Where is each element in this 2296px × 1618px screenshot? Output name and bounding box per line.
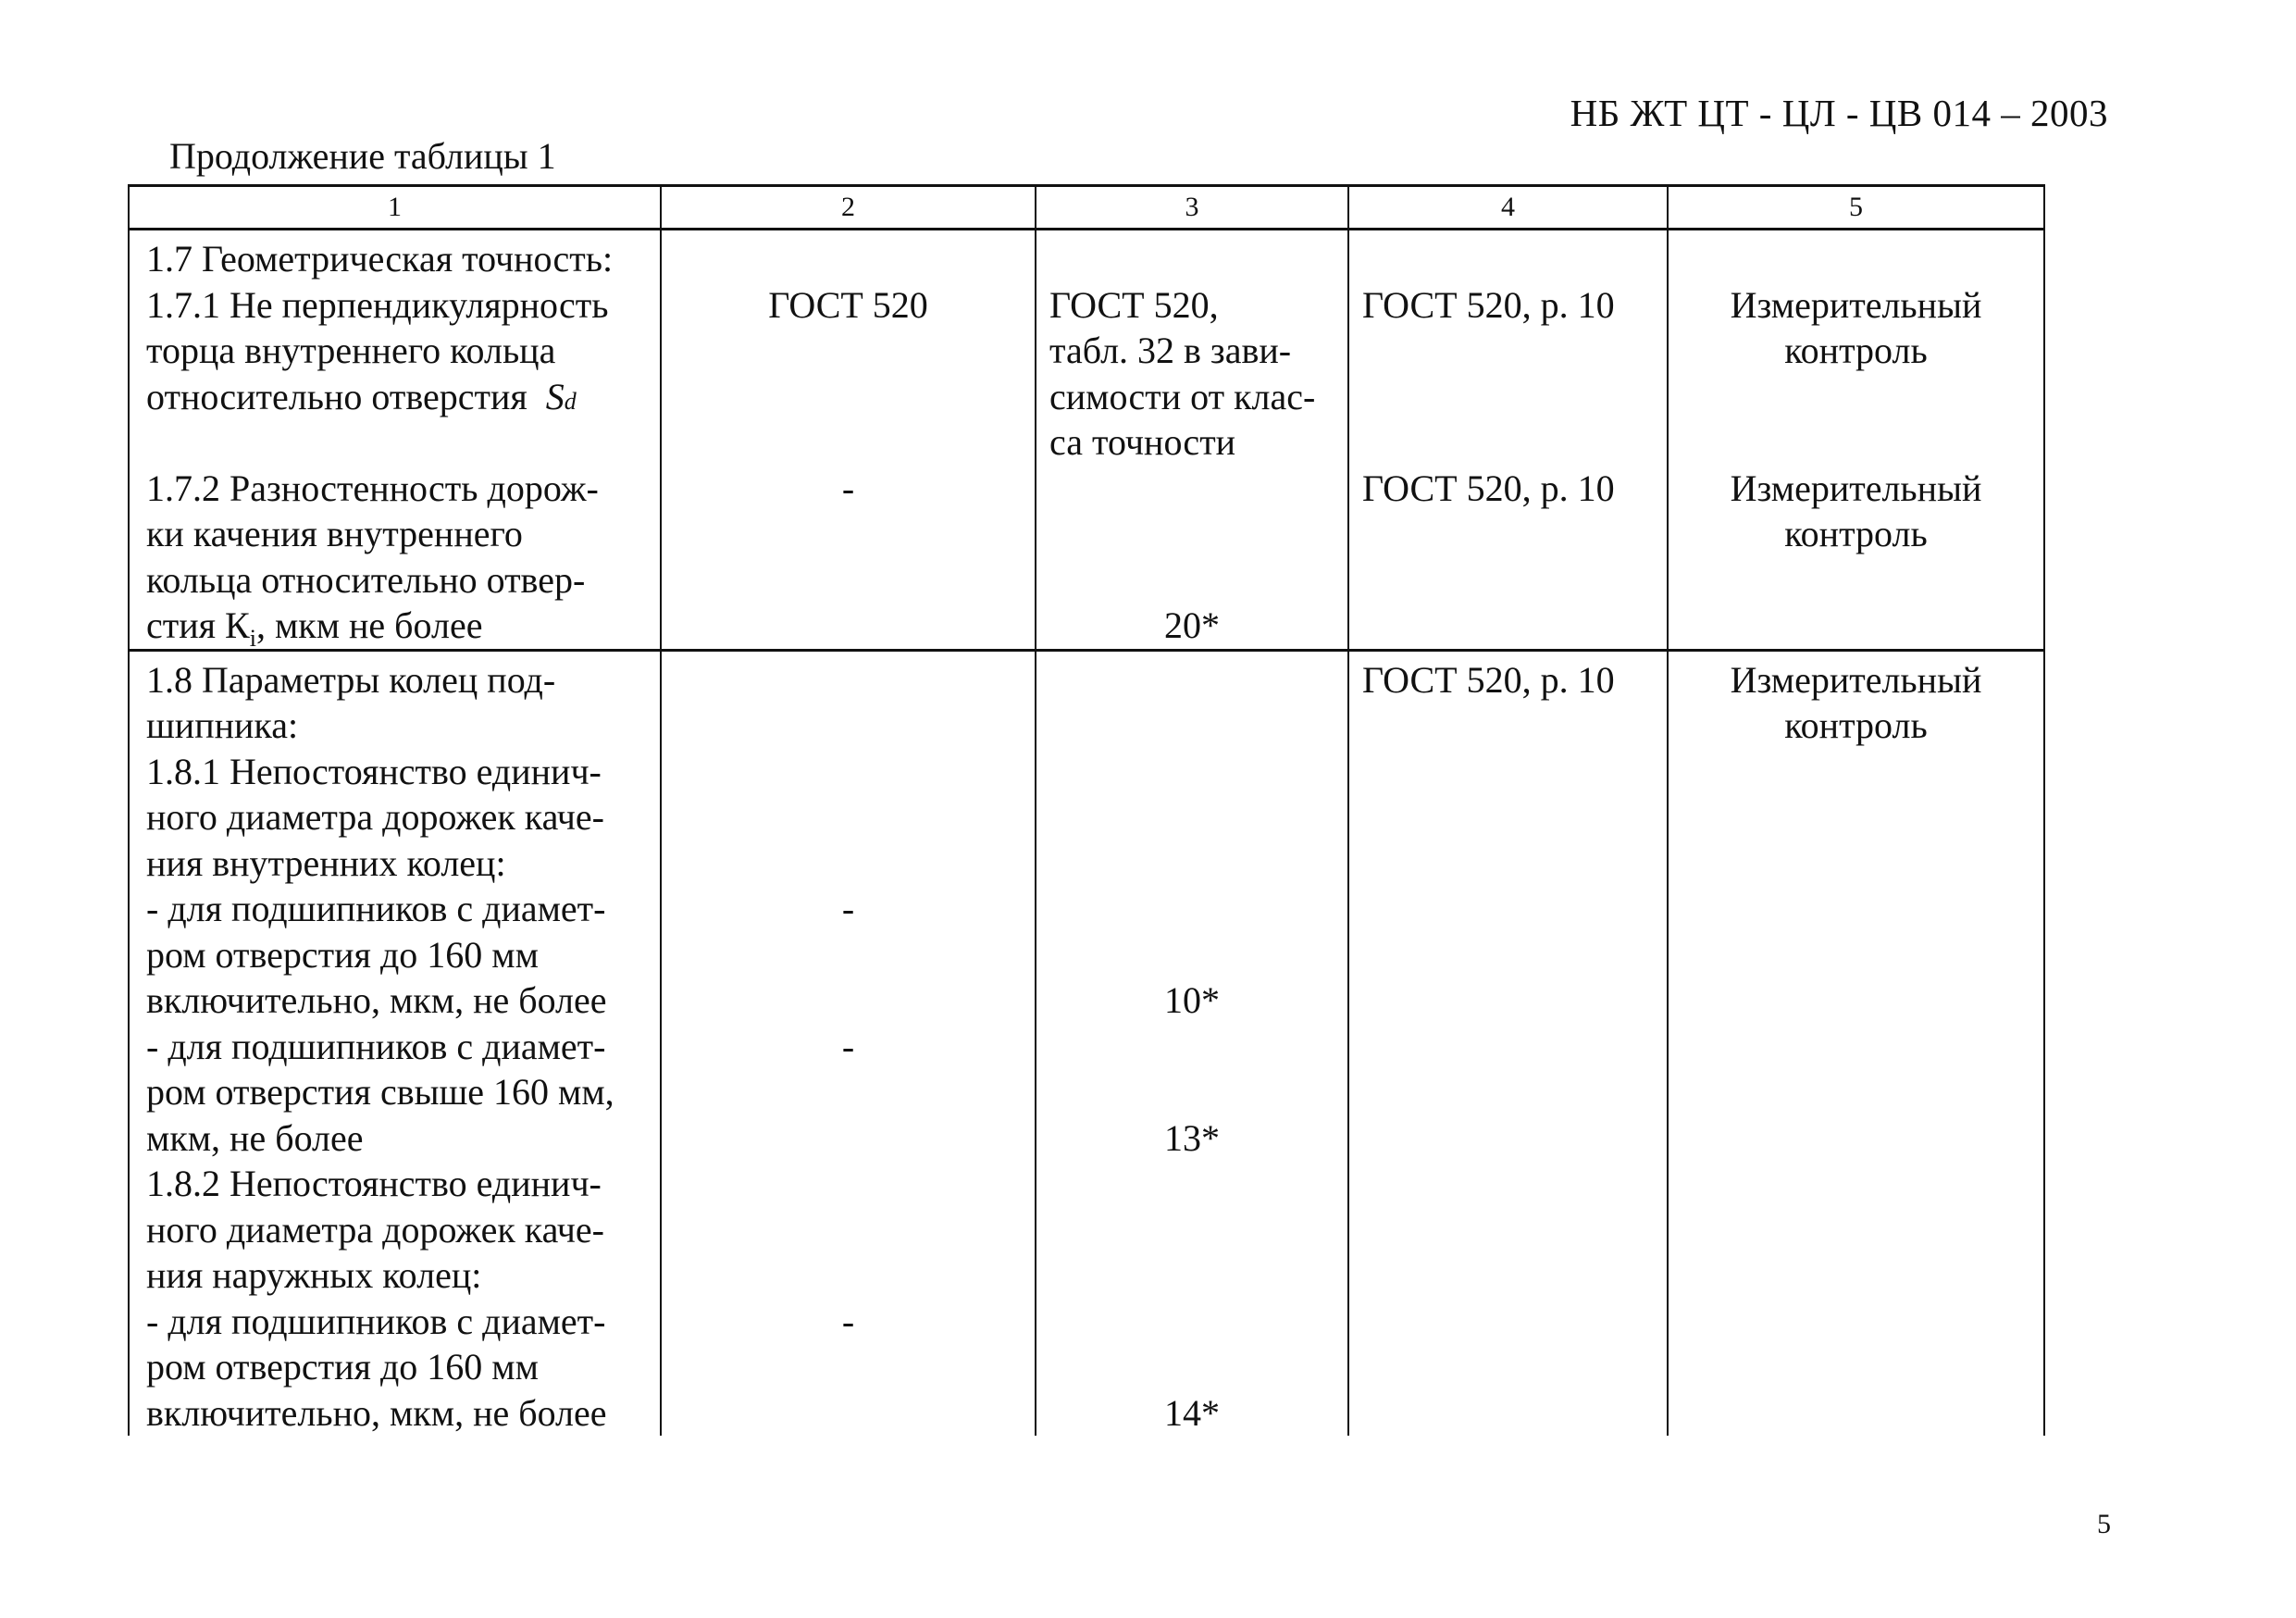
cell-line: ки качения внутреннего bbox=[146, 513, 523, 554]
cell-line: торца внутреннего кольца bbox=[146, 330, 556, 371]
cell-line: контроль bbox=[1784, 704, 1928, 746]
cell-line: включительно, мкм, не более bbox=[146, 1391, 607, 1434]
norm-value: 13* bbox=[1164, 1116, 1220, 1159]
symbol-s: S bbox=[545, 375, 565, 417]
cell-line: ГОСТ 520, bbox=[1049, 283, 1219, 326]
symbol-subscript: d bbox=[564, 387, 577, 415]
specification-table bbox=[128, 184, 2045, 1436]
cell-line: 1.8.1 Непостоянство единич- bbox=[146, 750, 602, 792]
cell-line: 1.8.2 Непостоянство единич- bbox=[146, 1163, 602, 1204]
cell-line: ГОСТ 520, р. 10 bbox=[1362, 283, 1615, 326]
cell-line: - для подшипников с диамет- bbox=[146, 1025, 606, 1067]
document-code: НБ ЖТ ЦТ - ЦЛ - ЦВ 014 – 2003 bbox=[1570, 92, 2108, 134]
dash-mark: - bbox=[841, 1025, 855, 1067]
norm-value: 10* bbox=[1164, 979, 1220, 1021]
cell-line: - для подшипников с диамет- bbox=[146, 1300, 606, 1342]
cell-line: ГОСТ 520, р. 10 bbox=[1362, 658, 1615, 701]
col-header-5: 5 bbox=[1668, 186, 2044, 230]
cell-line: ГОСТ 520 bbox=[768, 283, 928, 326]
parameter-cell bbox=[129, 650, 661, 1436]
page-number: 5 bbox=[2097, 1509, 2111, 1539]
k-subscript: i bbox=[249, 625, 256, 652]
standard-cell bbox=[661, 650, 1036, 1436]
col-header-1: 1 bbox=[129, 186, 661, 230]
cell-line: ром отверстия свыше 160 мм, bbox=[146, 1071, 614, 1113]
cell-line: симости от клас- bbox=[1049, 375, 1316, 417]
cell-line: 1.7 Геометрическая точность: bbox=[146, 238, 614, 280]
method-cell bbox=[1348, 650, 1668, 1436]
norm-value: 20* bbox=[1164, 604, 1220, 646]
cell-line: ния наружных колец: bbox=[146, 1254, 482, 1296]
cell-line: ния внутренних колец: bbox=[146, 841, 506, 884]
col-header-2: 2 bbox=[661, 186, 1036, 230]
cell-line: стия $К_i$, мкм не более bbox=[146, 604, 483, 652]
cell-line: Измерительный bbox=[1730, 658, 1982, 701]
cell-line: мкм, не более bbox=[146, 1116, 364, 1159]
dash-mark: - bbox=[841, 888, 855, 929]
cell-line: контроль bbox=[1784, 513, 1928, 554]
control-type-cell bbox=[1668, 650, 2044, 1436]
cell-line: ного диаметра дорожек каче- bbox=[146, 796, 604, 838]
dash-mark: - bbox=[841, 1300, 855, 1342]
cell-line: 1.7.1 Не перпендикулярность bbox=[146, 283, 609, 326]
cell-line: контроль bbox=[1784, 330, 1928, 371]
table-row bbox=[129, 230, 2044, 651]
header-row bbox=[129, 186, 2044, 230]
control-type-cell bbox=[1668, 230, 2044, 651]
table-caption: Продолжение таблицы 1 bbox=[169, 135, 556, 177]
dash-mark: - bbox=[841, 467, 855, 509]
parameter-cell bbox=[129, 230, 661, 651]
cell-line: 1.7.2 Разностенность дорож- bbox=[146, 467, 599, 509]
col-header-3: 3 bbox=[1036, 186, 1348, 230]
cell-line: включительно, мкм, не более bbox=[146, 979, 607, 1021]
cell-line: 1.8 Параметры колец под- bbox=[146, 658, 556, 701]
norm-value: 14* bbox=[1164, 1391, 1220, 1434]
cell-line: шипника: bbox=[146, 704, 299, 746]
cell-line: ного диаметра дорожек каче- bbox=[146, 1208, 604, 1251]
cell-line: са точности bbox=[1049, 421, 1236, 463]
cell-line: кольца относительно отвер- bbox=[146, 558, 586, 601]
method-cell bbox=[1348, 230, 1668, 651]
cell-line: табл. 32 в зави- bbox=[1049, 330, 1292, 371]
cell-line: относительно отверстия Sd bbox=[146, 375, 577, 417]
cell-line: ГОСТ 520, р. 10 bbox=[1362, 467, 1615, 509]
cell-line: ром отверстия до 160 мм bbox=[146, 1346, 539, 1388]
cell-line bbox=[130, 419, 660, 466]
cell-line: Измерительный bbox=[1730, 467, 1982, 509]
col-header-4: 4 bbox=[1348, 186, 1668, 230]
norm-cell bbox=[1036, 230, 1348, 651]
cell-line: ром отверстия до 160 мм bbox=[146, 933, 539, 976]
norm-cell bbox=[1036, 650, 1348, 1436]
standard-cell bbox=[661, 230, 1036, 651]
table-row bbox=[129, 650, 2044, 1436]
cell-line: - для подшипников с диамет- bbox=[146, 888, 606, 929]
cell-line: Измерительный bbox=[1730, 283, 1982, 326]
